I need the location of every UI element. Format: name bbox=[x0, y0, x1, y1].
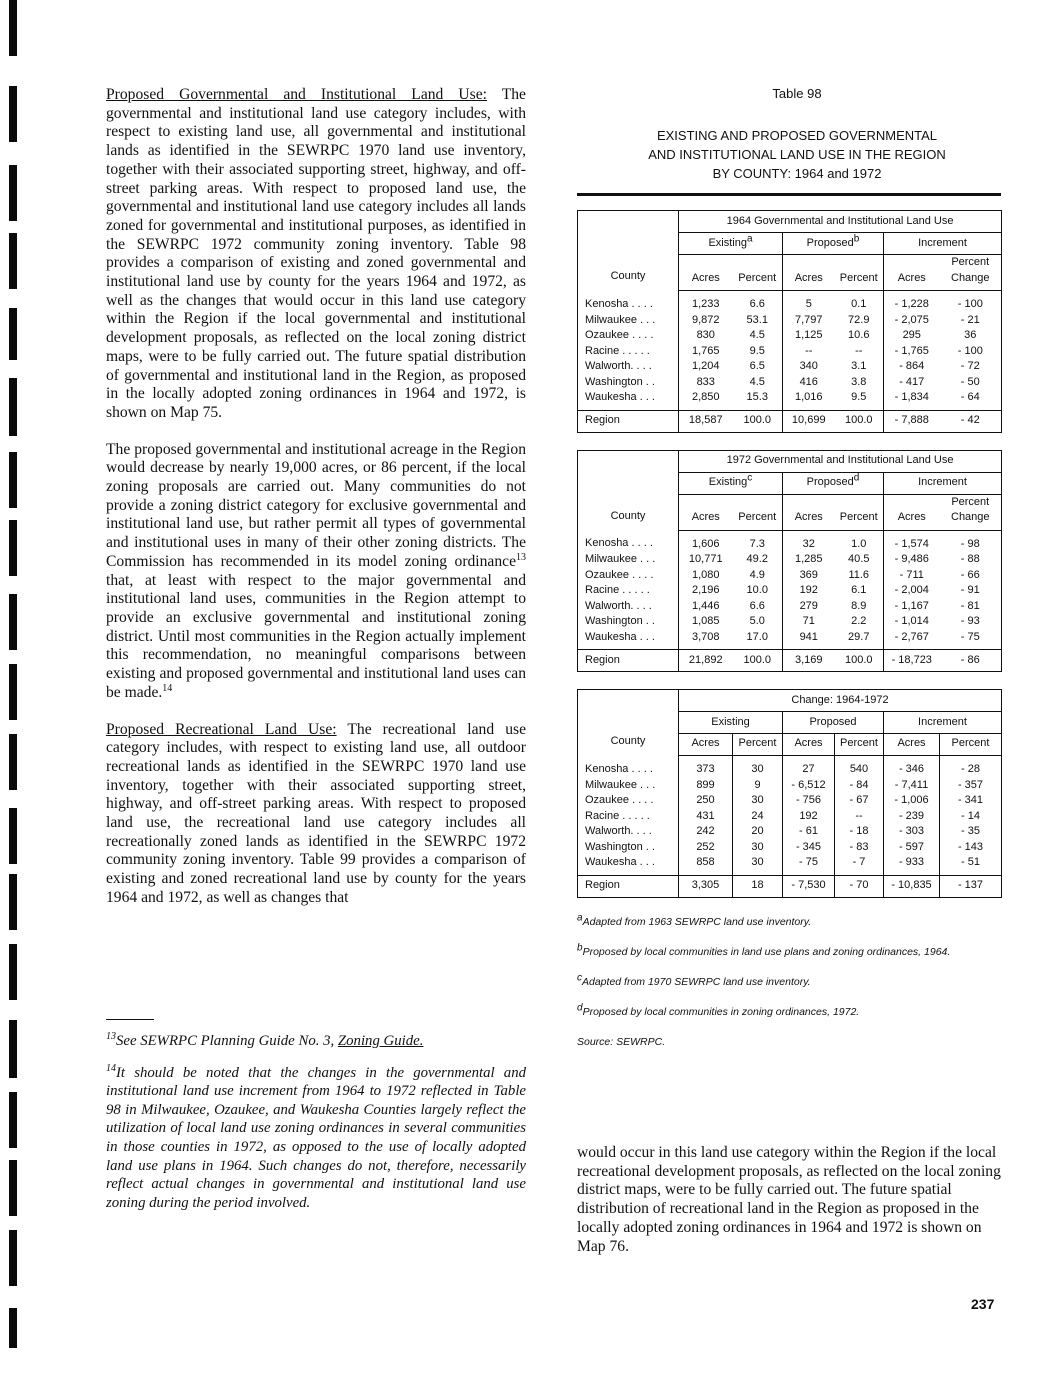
block-title: Change: 1964-1972 bbox=[679, 690, 1002, 712]
paragraph-acreage bbox=[106, 441, 526, 703]
existing-header: Existing bbox=[679, 712, 783, 734]
binding-mark bbox=[9, 808, 17, 864]
table-row: Waukesha . . . 3,708 17.0 941 29.7 - 2,767 - 75 bbox=[578, 630, 1002, 650]
percent-header: Percent bbox=[835, 734, 884, 756]
county-header: County bbox=[610, 509, 646, 522]
county-header: County bbox=[610, 270, 646, 282]
table-row: Milwaukee . . . 899 9 - 6,512 - 84 - 7,411 - 357 bbox=[578, 778, 1002, 794]
proposed-header: Proposed$^b$ bbox=[783, 233, 884, 255]
table-note: $^a$Adapted from 1963 SEWRPC land use inventory. bbox=[577, 912, 812, 928]
table-row: Waukesha . . . 2,850 15.3 1,016 9.5 - 1,834 - 64 bbox=[578, 390, 1002, 410]
acres-header: Acres bbox=[783, 734, 835, 756]
table-source: Source: SEWRPC. bbox=[577, 1035, 666, 1048]
region-total-row: Region 21,892 100.0 3,169 100.0 - 18,723 - 86 bbox=[578, 650, 1002, 672]
acres-header: Acres bbox=[783, 494, 835, 530]
binding-mark bbox=[9, 944, 17, 1000]
footnote-title: Zoning Guide. bbox=[337, 1033, 424, 1049]
table-note: $^c$Adapted from 1970 SEWRPC land use inventory. bbox=[577, 972, 811, 988]
paragraph-body: The governmental and institutional land use category includes, with respect to existing land use, all governmental and institutional lands as identified in the SEWRPC 1970 land use inventory, together with their associated supporting street, highway, and off-street parking areas. With respect to proposed land use, the governmental and institutional land use category includes all lands zoned for governmental and institutional purposes, as identified in the SEWRPC 1972 community zoning inventory. Table 98 provides a comparison of existing and zoned governmental and institutional land use by county for the years 1964 and 1972, as well as the changes that would occur in this land use category within the Region if the local governmental and institutional development proposals, as reflected on the local zoning district maps, were to be fully carried out. The future spatial distribution of governmental and institutional land in the Region, as proposed in the locally adopted zoning ordinances in 1964 and 1972, is shown on Map 75. bbox=[106, 86, 526, 421]
table-note: $^d$Proposed by local communities in zoning ordinances, 1972. bbox=[577, 1002, 860, 1018]
increment-header: Increment bbox=[884, 712, 1002, 734]
binding-mark bbox=[9, 1230, 17, 1286]
acres-header: Acres bbox=[679, 255, 733, 291]
table-row: Washington . . 252 30 - 345 - 83 - 597 - 143 bbox=[578, 840, 1002, 856]
table-row: Kenosha . . . . 1,233 6.6 5 0.1 - 1,228 - 100 bbox=[578, 291, 1002, 313]
acres-header: Acres bbox=[884, 494, 940, 530]
binding-mark bbox=[9, 1020, 17, 1078]
binding-mark bbox=[9, 165, 17, 221]
binding-mark bbox=[9, 233, 17, 289]
table-row: Ozaukee . . . . 830 4.5 1,125 10.6 295 36 bbox=[578, 328, 1002, 344]
acres-header: Acres bbox=[884, 255, 940, 291]
binding-mark bbox=[9, 874, 17, 930]
continuation-paragraph: would occur in this land use category within the Region if the local recreational development proposals, as reflected on the local zoning district maps, were to be fully carried out. The future spatial distribution of recreational land in the Region as proposed in the locally adopted zoning ordinances in 1964 and 1972 is shown on Map 76. bbox=[577, 1144, 1001, 1255]
footnote-ref: 14 bbox=[162, 682, 173, 694]
binding-mark bbox=[9, 594, 17, 650]
paragraph-text: that, at least with respect to the major governmental and institutional land uses, communities in the Region attempt to provide an exclusive governmental and institutional zoning district. Until most communities in the Region actually implement this recommendation, no meaningful comparisons between existing and proposed governmental and institutional land uses can be made. bbox=[106, 571, 526, 701]
existing-header: Existing$^c$ bbox=[679, 472, 783, 494]
section-heading-recreational: Proposed Recreational Land Use: bbox=[106, 720, 337, 738]
proposed-header: Proposed$^d$ bbox=[783, 472, 884, 494]
percent-header: Percent bbox=[733, 255, 783, 291]
table-98-section bbox=[577, 86, 1001, 1050]
existing-header: Existing$^a$ bbox=[679, 233, 783, 255]
binding-mark bbox=[9, 1160, 17, 1216]
binding-mark bbox=[9, 520, 17, 576]
table-note: $^b$Proposed by local communities in land use plans and zoning ordinances, 1964. bbox=[577, 942, 951, 958]
table-notes bbox=[577, 914, 1001, 1050]
increment-header: Increment bbox=[884, 472, 1002, 494]
percent-header: Percent bbox=[733, 734, 783, 756]
percent-change-header: Percent Change bbox=[940, 494, 1002, 530]
table-row: Walworth. . . . 242 20 - 61 - 18 - 303 - 35 bbox=[578, 824, 1002, 840]
binding-mark bbox=[9, 1092, 17, 1148]
binding-mark bbox=[9, 452, 17, 508]
footnote-14 bbox=[106, 1064, 526, 1213]
table-row: Walworth. . . . 1,204 6.5 340 3.1 - 864 - 72 bbox=[578, 359, 1002, 375]
table-row: Racine . . . . . 1,765 9.5 -- -- - 1,765 - 100 bbox=[578, 344, 1002, 360]
section-heading-governmental: Proposed Governmental and Institutional Land Use: bbox=[106, 86, 487, 103]
region-total-row: Region 3,305 18 - 7,530 - 70 - 10,835 - 137 bbox=[578, 875, 1002, 897]
table-rule bbox=[577, 193, 1001, 196]
footnote-mark: 14 bbox=[106, 1062, 116, 1074]
table-title-line: BY COUNTY: 1964 and 1972 bbox=[712, 166, 882, 181]
binding-mark bbox=[9, 308, 17, 360]
paragraph-body: The recreational land use category includes, with respect to existing land use, all outdoor recreational lands as identified in the SEWRPC 1970 land use inventory, together with their associated supporting street, highway, and off-street parking areas. With respect to proposed land use, the recreational land use category includes all recreationally zoned lands as identified in the SEWRPC 1972 community zoning inventory. Table 99 provides a comparison of existing and zoned recreational land use by county for the years 1964 and 1972, as well as changes that bbox=[106, 720, 526, 906]
table-row: Racine . . . . . 431 24 192 -- - 239 - 14 bbox=[578, 809, 1002, 825]
binding-mark bbox=[9, 0, 17, 56]
binding-mark bbox=[9, 664, 17, 720]
paragraph-governmental bbox=[106, 86, 526, 423]
table-row: Ozaukee . . . . 250 30 - 756 - 67 - 1,006 - 341 bbox=[578, 793, 1002, 809]
table-1964 bbox=[577, 210, 1002, 433]
table-row: Walworth. . . . 1,446 6.6 279 8.9 - 1,167 - 81 bbox=[578, 599, 1002, 615]
table-row: Kenosha . . . . 1,606 7.3 32 1.0 - 1,574 - 98 bbox=[578, 530, 1002, 552]
table-row: Washington . . 1,085 5.0 71 2.2 - 1,014 - 93 bbox=[578, 614, 1002, 630]
table-row: Washington . . 833 4.5 416 3.8 - 417 - 50 bbox=[578, 375, 1002, 391]
table-number: Table 98 bbox=[772, 86, 822, 101]
table-title-line: EXISTING AND PROPOSED GOVERNMENTAL bbox=[656, 128, 938, 143]
table-row: Racine . . . . . 2,196 10.0 192 6.1 - 2,004 - 91 bbox=[578, 583, 1002, 599]
percent-header: Percent bbox=[733, 494, 783, 530]
acres-header: Acres bbox=[783, 255, 835, 291]
percent-change-header: Percent Change bbox=[940, 255, 1002, 291]
proposed-header: Proposed bbox=[783, 712, 884, 734]
percent-header: Percent bbox=[835, 255, 884, 291]
table-change bbox=[577, 689, 1002, 898]
acres-header: Acres bbox=[679, 734, 733, 756]
table-row: Milwaukee . . . 9,872 53.1 7,797 72.9 - 2,075 - 21 bbox=[578, 313, 1002, 329]
table-row: Ozaukee . . . . 1,080 4.9 369 11.6 - 711 - 66 bbox=[578, 568, 1002, 584]
footnote-text: It should be noted that the changes in the governmental and institutional land use increment from 1964 to 1972 reflected in Table 98 in Milwaukee, Ozaukee, and Waukesha Counties largely reflect the utilization of local land use zoning ordinances in several communities in those counties in 1972, as opposed to the use of locally adopted land use plans in 1964. Such changes do not, therefore, necessarily reflect actual changes in governmental and institutional land use zoning during the period involved. bbox=[106, 1064, 526, 1211]
block-title: 1972 Governmental and Institutional Land Use bbox=[679, 450, 1002, 472]
footnotes bbox=[106, 1032, 526, 1212]
table-row: Waukesha . . . 858 30 - 75 - 7 - 933 - 51 bbox=[578, 855, 1002, 875]
paragraph-recreational bbox=[106, 721, 526, 908]
binding-mark bbox=[9, 1308, 17, 1348]
percent-header: Percent bbox=[835, 494, 884, 530]
footnote-ref: 13 bbox=[516, 551, 526, 563]
footnote-13 bbox=[106, 1032, 526, 1051]
table-row: Kenosha . . . . 373 30 27 540 - 346 - 28 bbox=[578, 756, 1002, 778]
table-row: Milwaukee . . . 10,771 49.2 1,285 40.5 - 9,486 - 88 bbox=[578, 552, 1002, 568]
county-header: County bbox=[610, 735, 646, 747]
acres-header: Acres bbox=[884, 734, 940, 756]
binding-mark bbox=[9, 734, 17, 790]
footnote-text: See SEWRPC Planning Guide No. 3, bbox=[116, 1033, 338, 1049]
page-number: 237 bbox=[971, 1296, 995, 1312]
acres-header: Acres bbox=[679, 494, 733, 530]
table-title bbox=[593, 126, 1001, 183]
table-title-line: AND INSTITUTIONAL LAND USE IN THE REGION bbox=[648, 147, 946, 162]
binding-mark bbox=[9, 86, 17, 142]
paragraph-text: The proposed governmental and institutional acreage in the Region would decrease by nearly 19,000 acres, or 86 percent, if the local zoning proposals are carried out. Many communities do not provide a zoning district category for exclusive governmental and institutional land use, but rather permit all types of governmental and institutional uses in many of their other zoning districts. The Commission has recommended in its model zoning ordinance bbox=[106, 440, 526, 570]
footnote-divider bbox=[106, 1019, 154, 1020]
increment-header: Increment bbox=[884, 233, 1002, 255]
block-title: 1964 Governmental and Institutional Land Use bbox=[679, 211, 1002, 233]
binding-mark bbox=[9, 378, 17, 436]
table-1972 bbox=[577, 450, 1002, 673]
region-total-row: Region 18,587 100.0 10,699 100.0 - 7,888 - 42 bbox=[578, 410, 1002, 432]
left-column bbox=[106, 86, 526, 908]
percent-header: Percent bbox=[940, 734, 1002, 756]
footnote-mark: 13 bbox=[106, 1031, 116, 1043]
